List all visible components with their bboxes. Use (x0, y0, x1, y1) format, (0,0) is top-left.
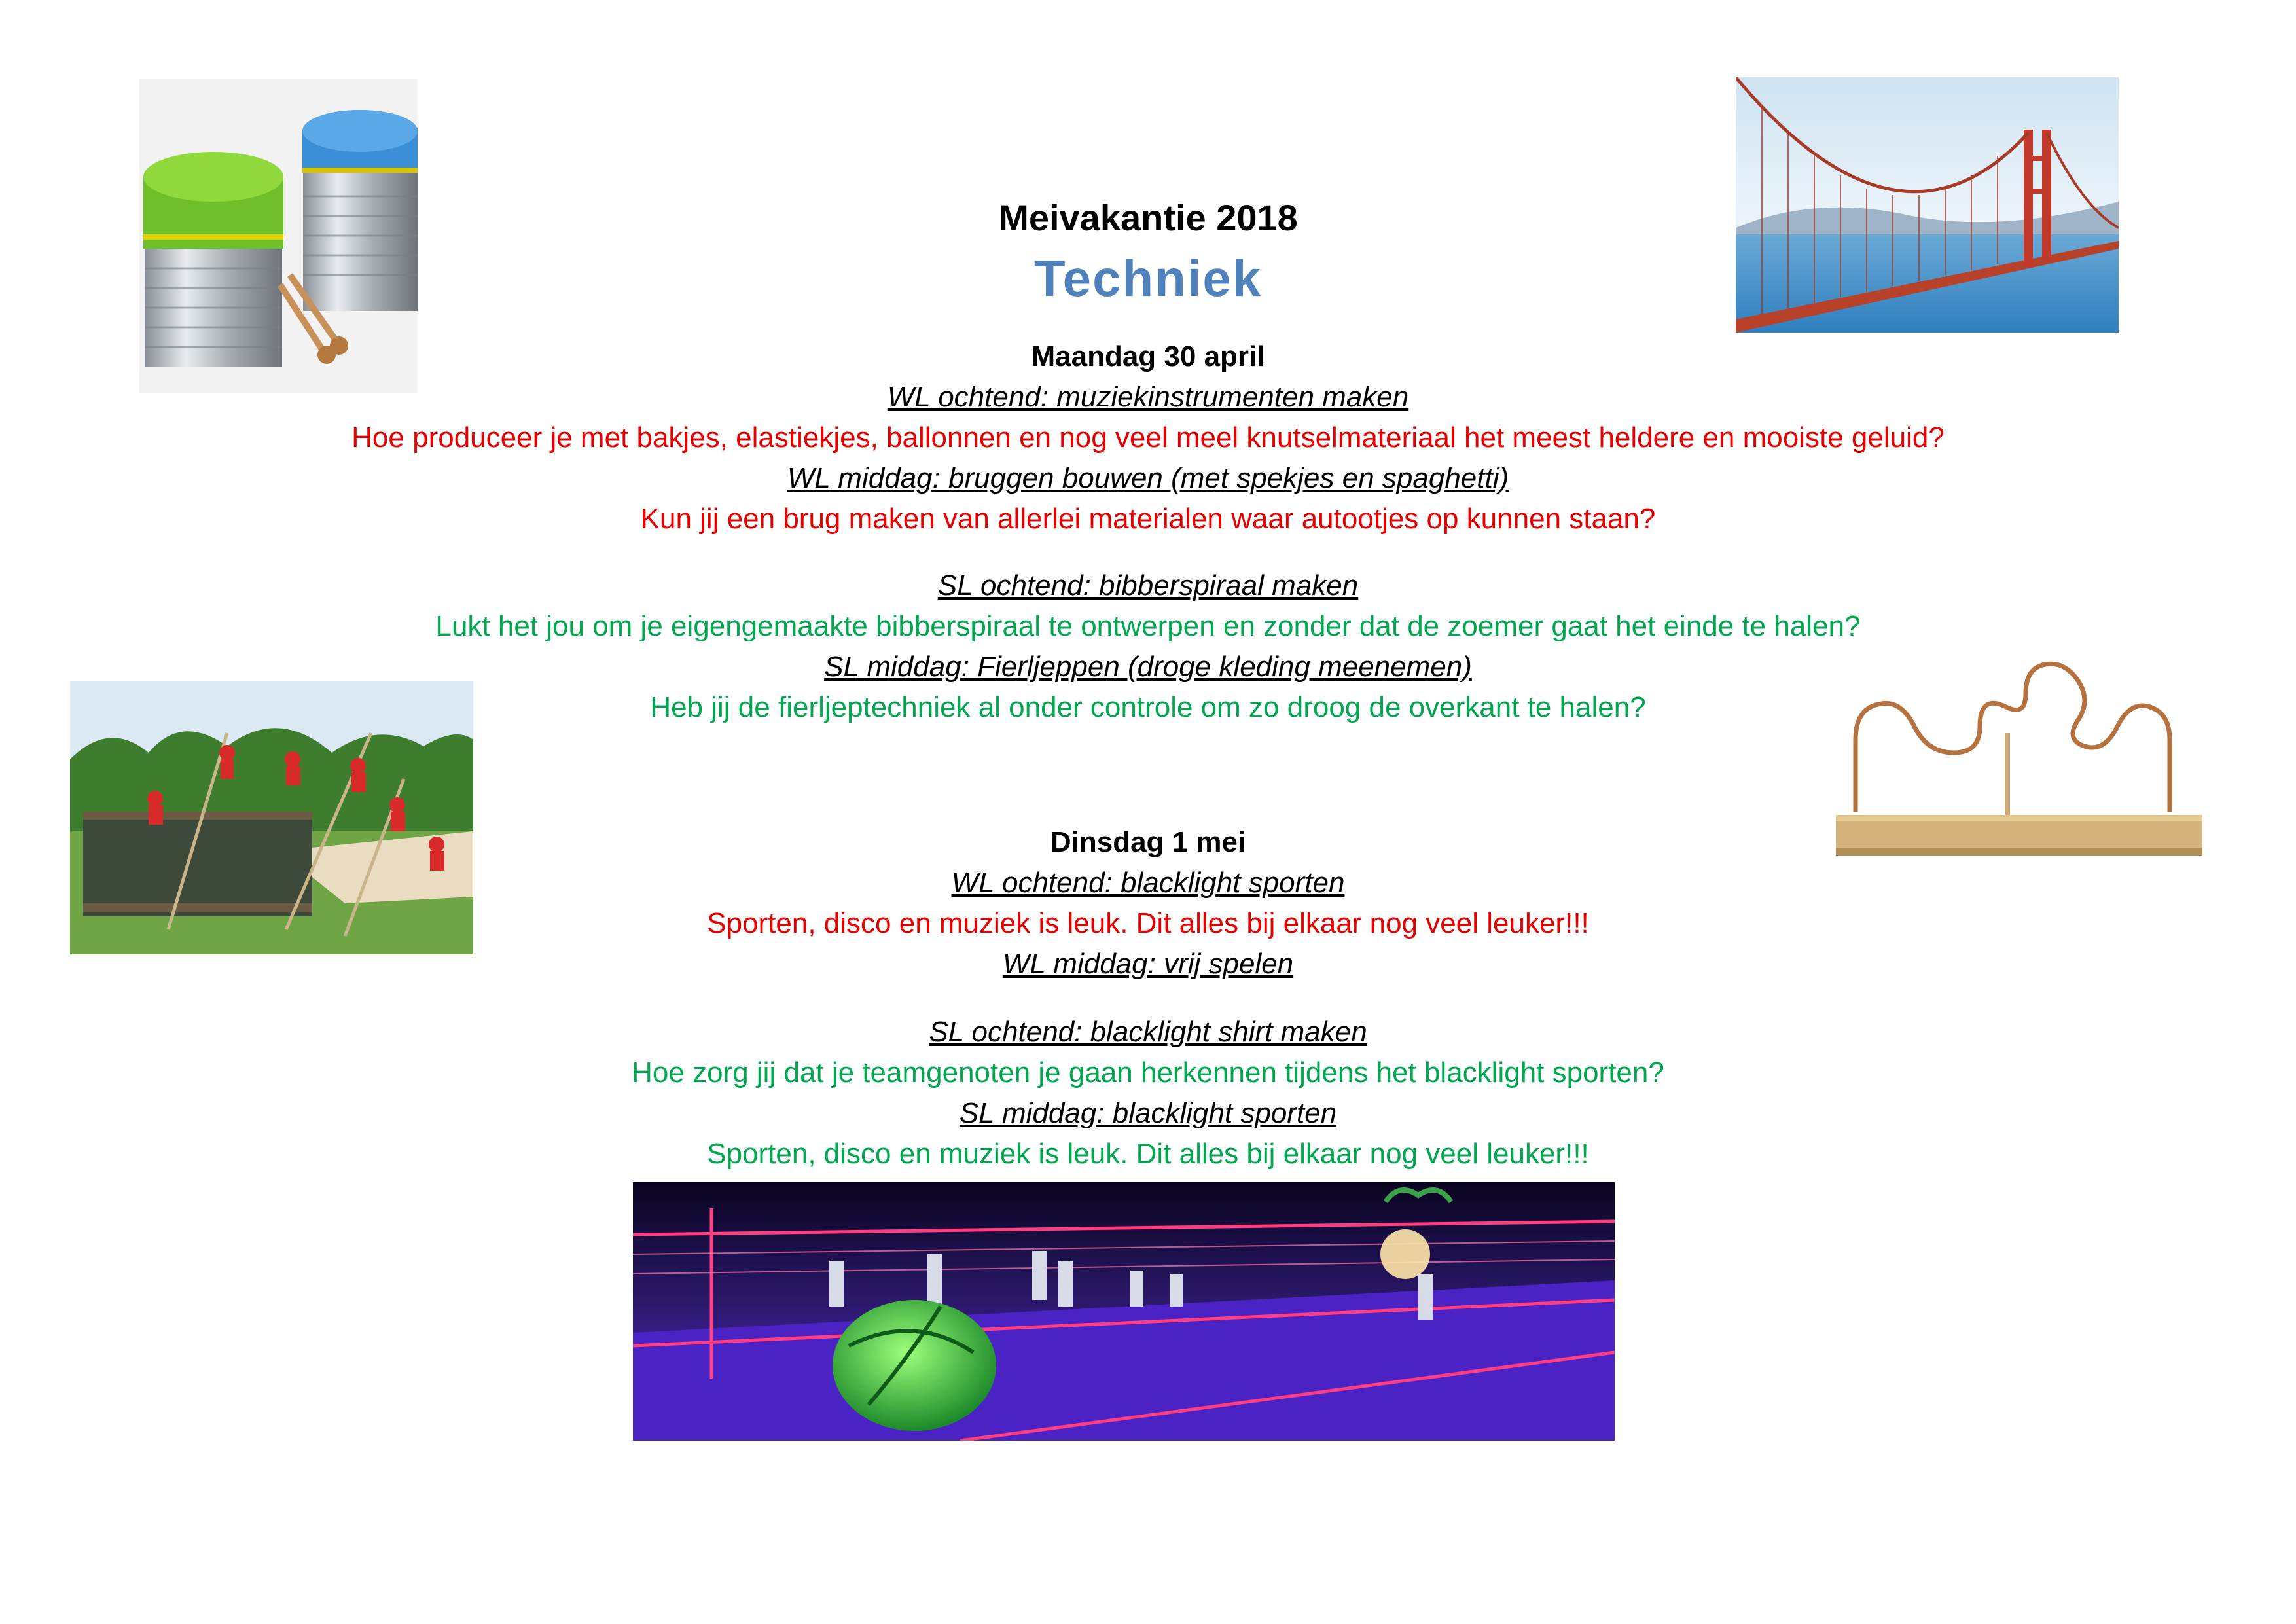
day-heading-tuesday: Dinsdag 1 mei (1050, 826, 1246, 858)
activity-title: SL ochtend: bibberspiraal maken (937, 569, 1359, 602)
activity-description: Heb jij de fierljeptechniek al onder controle om zo droog de overkant te halen? (650, 691, 1646, 723)
activity-title: WL ochtend: muziekinstrumenten maken (887, 381, 1409, 413)
fierljeppen-photo (70, 681, 473, 954)
activity-description: Sporten, disco en muziek is leuk. Dit alles bij elkaar nog veel leuker!!! (707, 907, 1589, 939)
page-subtitle: Techniek (1033, 249, 1263, 307)
activity-title: WL middag: bruggen bouwen (met spekjes en spaghetti) (787, 462, 1509, 494)
page-title: Meivakantie 2018 (998, 197, 1298, 238)
activity-title: WL middag: vrij spelen (1002, 948, 1294, 980)
activity-title: WL ochtend: blacklight sporten (951, 867, 1345, 899)
day-heading-monday: Maandag 30 april (1031, 340, 1265, 372)
activity-description: Hoe zorg jij dat je teamgenoten je gaan herkennen tijdens het blacklight sporten? (632, 1056, 1664, 1089)
activity-description: Kun jij een brug maken van allerlei materialen waar autootjes op kunnen staan? (640, 503, 1656, 535)
activity-description: Lukt het jou om je eigengemaakte bibberspiraal te ontwerpen en zonder dat de zoemer gaat het einde te halen? (435, 610, 1861, 642)
blacklight-sports-photo (633, 1182, 1615, 1441)
activity-title: SL middag: blacklight sporten (959, 1097, 1337, 1129)
activity-title: SL ochtend: blacklight shirt maken (929, 1016, 1367, 1048)
bibberspiraal-image (1829, 655, 2202, 864)
activity-title: SL middag: Fierljeppen (droge kleding meenemen) (824, 651, 1472, 683)
activity-description: Sporten, disco en muziek is leuk. Dit alles bij elkaar nog veel leuker!!! (707, 1138, 1589, 1170)
tin-can-drums-image (139, 79, 418, 393)
golden-gate-bridge-image (1736, 77, 2119, 333)
activity-description: Hoe produceer je met bakjes, elastiekjes, ballonnen en nog veel meel knutselmateriaal het meest heldere en mooiste geluid? (351, 422, 1945, 454)
